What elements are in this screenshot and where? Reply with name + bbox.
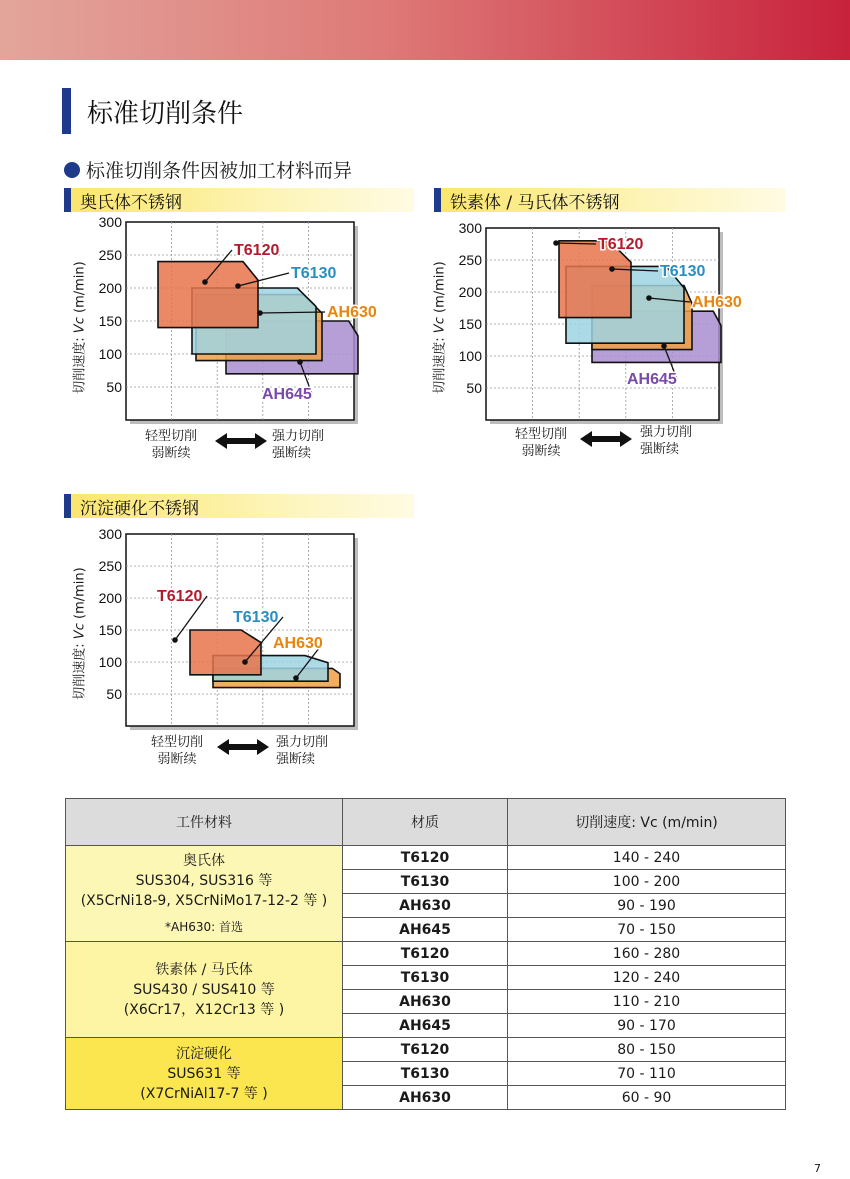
material-line: (X6Cr17，X12Cr13 等 ) — [123, 1001, 285, 1018]
y-tick-label: 300 — [98, 214, 122, 230]
y-tick-label: 100 — [98, 654, 122, 670]
leader-dot-ah630 — [646, 295, 652, 301]
chart-3-xnote-right — [276, 734, 338, 768]
y-tick-label: 200 — [458, 284, 482, 300]
leader-dot-ah645 — [661, 343, 667, 349]
chart-2-ylabel — [429, 248, 448, 408]
series-area-t6120 — [158, 262, 258, 328]
speed-cell: 90 - 190 — [508, 894, 786, 918]
page-number: 7 — [814, 1162, 821, 1175]
material-cell-precipitation — [66, 1038, 343, 1110]
xnote-right-1: 强力切削 — [272, 429, 325, 444]
leader-dot-ah630 — [257, 310, 263, 316]
chart-3-header — [64, 494, 414, 518]
chart-2-xnote-right — [640, 424, 702, 458]
speed-cell: 120 - 240 — [508, 966, 786, 990]
series-label-ah645: AH645 — [627, 371, 677, 388]
material-line: (X7CrNiAl17-7 等 ) — [140, 1085, 268, 1102]
chart-2-title: 铁素体 / 马氏体不锈钢 — [450, 192, 620, 213]
leader-dot-ah630 — [293, 675, 299, 681]
cutting-conditions-table — [65, 798, 786, 1110]
y-tick-label: 200 — [98, 280, 122, 296]
y-tick-label: 300 — [98, 526, 122, 542]
col-header-grade: 材质 — [343, 799, 508, 846]
header-band — [0, 0, 850, 60]
chart-1-header — [64, 188, 414, 212]
page-title — [62, 88, 243, 134]
leader-dot-t6130 — [609, 266, 615, 272]
ylabel-unit: (m/min) — [432, 261, 448, 318]
grade-cell: T6120 — [343, 942, 508, 966]
speed-cell: 160 - 280 — [508, 942, 786, 966]
subtitle-text: 标准切削条件因被加工材料而异 — [86, 160, 353, 182]
grade-cell: AH645 — [343, 918, 508, 942]
chart-1-header-bar — [64, 188, 71, 212]
xnote-right-1: 强力切削 — [276, 735, 329, 750]
grade-cell: AH630 — [343, 1086, 508, 1110]
xnote-right-2: 强断续 — [272, 446, 312, 461]
xnote-left-1: 轻型切削 — [150, 735, 203, 750]
y-tick-label: 250 — [98, 558, 122, 574]
series-label-ah630: AH630 — [273, 635, 323, 652]
page-title-text: 标准切削条件 — [87, 98, 244, 129]
leader-dot-ah645 — [297, 359, 303, 365]
y-tick-label: 100 — [98, 346, 122, 362]
y-tick-label: 250 — [458, 252, 482, 268]
y-tick-label: 50 — [106, 686, 122, 702]
table-row — [66, 846, 786, 870]
y-tick-label: 150 — [98, 313, 122, 329]
y-tick-label: 200 — [98, 590, 122, 606]
col-header-material: 工件材料 — [66, 799, 343, 846]
bullet-dot-icon — [64, 162, 80, 178]
xnote-left-2: 弱断续 — [151, 446, 191, 461]
ylabel-prefix: 切削速度: — [72, 333, 88, 394]
speed-cell: 110 - 210 — [508, 990, 786, 1014]
xnote-left-2: 弱断续 — [521, 444, 561, 459]
grade-cell: AH630 — [343, 894, 508, 918]
y-tick-label: 150 — [458, 316, 482, 332]
grade-cell: T6130 — [343, 966, 508, 990]
grade-cell: T6120 — [343, 1038, 508, 1062]
speed-cell: 60 - 90 — [508, 1086, 786, 1110]
double-arrow-icon — [578, 430, 634, 448]
speed-cell: 90 - 170 — [508, 1014, 786, 1038]
speed-cell: 100 - 200 — [508, 870, 786, 894]
section-subtitle — [64, 156, 352, 183]
leader-dot-t6130 — [235, 283, 241, 289]
series-label-t6130: T6130 — [291, 265, 337, 282]
chart-2-header-bar — [434, 188, 441, 212]
material-cell-austenitic — [66, 846, 343, 942]
ylabel-unit: (m/min) — [72, 567, 88, 624]
speed-cell: 70 - 150 — [508, 918, 786, 942]
material-line: SUS631 等 — [167, 1065, 241, 1082]
y-tick-label: 300 — [458, 220, 482, 236]
chart-2-xnote-left — [506, 426, 576, 460]
material-line: (X5CrNi18-9, X5CrNiMo17-12-2 等 ) — [80, 892, 328, 909]
y-tick-label: 100 — [458, 348, 482, 364]
chart-3-precipitation-hardening — [90, 526, 360, 732]
material-cell-ferritic — [66, 942, 343, 1038]
xnote-left-1: 轻型切削 — [514, 427, 567, 442]
xnote-right-2: 强断续 — [276, 752, 316, 767]
leader-dot-t6120 — [553, 240, 559, 246]
table-header-row — [66, 799, 786, 846]
xnote-right-2: 强断续 — [640, 442, 680, 457]
speed-cell: 140 - 240 — [508, 846, 786, 870]
leader-dot-t6120 — [202, 279, 208, 285]
ylabel-var: Vc — [72, 623, 88, 640]
ylabel-prefix: 切削速度: — [432, 333, 448, 394]
chart-1-ylabel — [69, 248, 88, 408]
chart-3-header-bar — [64, 494, 71, 518]
chart-1-xnote-right — [272, 428, 334, 462]
double-arrow-icon — [213, 432, 269, 450]
col-header-speed: 切削速度: Vc (m/min) — [508, 799, 786, 846]
grade-cell: AH645 — [343, 1014, 508, 1038]
chart-2-header — [434, 188, 785, 212]
y-tick-label: 250 — [98, 247, 122, 263]
y-tick-label: 50 — [466, 380, 482, 396]
material-line: SUS304, SUS316 等 — [135, 872, 273, 889]
speed-cell: 80 - 150 — [508, 1038, 786, 1062]
chart-3-xnote-left — [142, 734, 212, 768]
y-tick-label: 150 — [98, 622, 122, 638]
material-line: 沉淀硬化 — [176, 1045, 232, 1062]
material-line: 铁素体 / 马氏体 — [155, 961, 253, 978]
leader-dot-t6130 — [242, 659, 248, 665]
title-accent-bar — [62, 88, 71, 134]
chart-3-title: 沉淀硬化不锈钢 — [80, 498, 199, 519]
series-label-t6130: T6130 — [660, 263, 706, 280]
grade-cell: T6120 — [343, 846, 508, 870]
ylabel-var: Vc — [432, 317, 448, 334]
grade-cell: T6130 — [343, 1062, 508, 1086]
ylabel-prefix: 切削速度: — [72, 639, 88, 700]
series-label-ah630: AH630 — [692, 294, 742, 311]
series-label-ah630: AH630 — [327, 304, 377, 321]
xnote-left-2: 弱断续 — [157, 752, 197, 767]
series-label-t6130: T6130 — [233, 609, 279, 626]
series-label-ah645: AH645 — [262, 386, 312, 403]
speed-cell: 70 - 110 — [508, 1062, 786, 1086]
series-area-t6120 — [190, 630, 261, 675]
table-row — [66, 942, 786, 966]
chart-2-ferritic-martensitic — [450, 220, 742, 425]
chart-3-ylabel — [69, 554, 88, 714]
material-line: SUS430 / SUS410 等 — [133, 981, 275, 998]
table-row — [66, 1038, 786, 1062]
grade-cell: AH630 — [343, 990, 508, 1014]
material-line: 奥氏体 — [183, 852, 225, 869]
chart-1-xnote-left — [136, 428, 206, 462]
series-label-t6120: T6120 — [234, 242, 280, 259]
xnote-left-1: 轻型切削 — [144, 429, 197, 444]
chart-1-austenitic — [90, 214, 377, 426]
series-label-t6120: T6120 — [598, 236, 644, 253]
y-tick-label: 50 — [106, 379, 122, 395]
double-arrow-icon — [215, 738, 271, 756]
ylabel-var: Vc — [72, 317, 88, 334]
chart-1-title: 奥氏体不锈钢 — [80, 192, 182, 213]
grade-cell: T6130 — [343, 870, 508, 894]
ylabel-unit: (m/min) — [72, 261, 88, 318]
xnote-right-1: 强力切削 — [640, 425, 693, 440]
series-label-t6120: T6120 — [157, 588, 203, 605]
leader-dot-t6120 — [172, 637, 178, 643]
material-note: *AH630: 首选 — [165, 919, 243, 934]
